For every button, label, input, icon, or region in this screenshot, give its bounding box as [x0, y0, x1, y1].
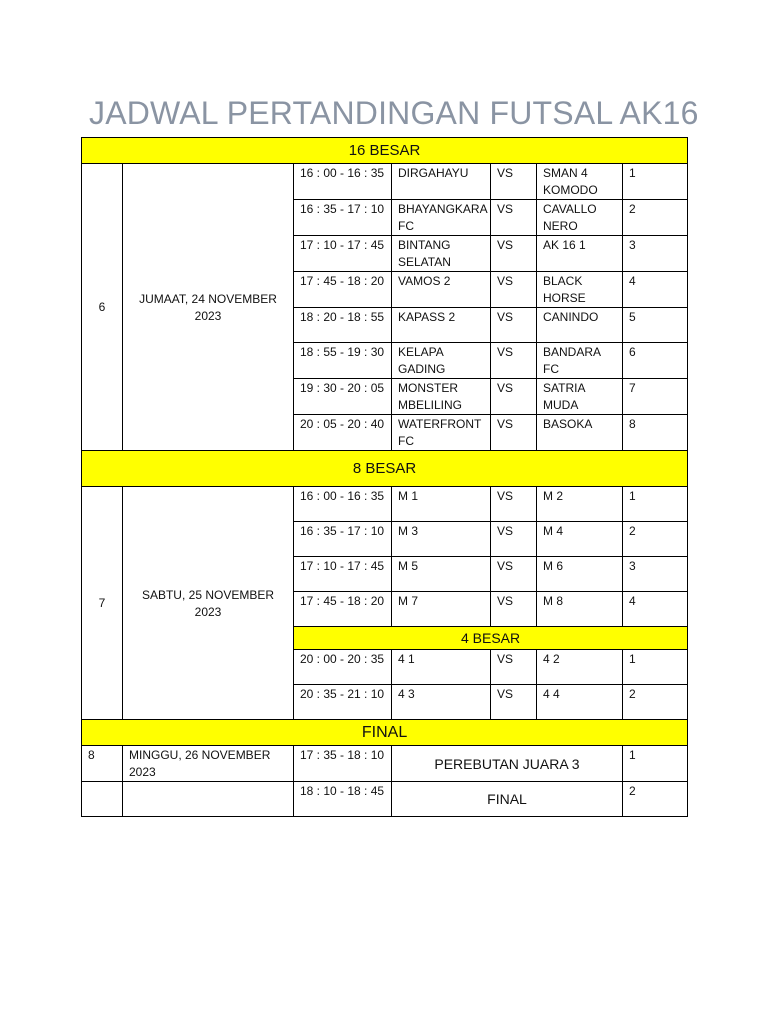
match-time: 19 : 30 - 20 : 05 [294, 379, 392, 415]
vs-label: VS [491, 522, 537, 557]
match-number: 2 [623, 522, 688, 557]
away-team: M 6 [537, 557, 623, 592]
vs-label: VS [491, 650, 537, 685]
table-row [82, 487, 688, 522]
match-time: 18 : 55 - 19 : 30 [294, 343, 392, 379]
home-team: KAPASS 2 [392, 308, 491, 343]
vs-label: VS [491, 487, 537, 522]
day-number: 6 [82, 164, 123, 451]
home-team: M 1 [392, 487, 491, 522]
match-day: MINGGU, 26 NOVEMBER 2023 [123, 746, 294, 782]
away-team: AK 16 1 [537, 236, 623, 272]
match-time: 17 : 10 - 17 : 45 [294, 557, 392, 592]
home-team: WATERFRONT FC [392, 415, 491, 451]
vs-label: VS [491, 343, 537, 379]
match-number: 1 [623, 650, 688, 685]
match-number: 7 [623, 379, 688, 415]
away-team: 4 4 [537, 685, 623, 720]
match-number: 4 [623, 272, 688, 308]
match-time: 17 : 45 - 18 : 20 [294, 272, 392, 308]
home-team: DIRGAHAYU [392, 164, 491, 200]
match-number: 6 [623, 343, 688, 379]
match-time: 17 : 10 - 17 : 45 [294, 236, 392, 272]
away-team: M 4 [537, 522, 623, 557]
home-team: BHAYANGKARA FC [392, 200, 491, 236]
match-number: 2 [623, 685, 688, 720]
match-time: 16 : 35 - 17 : 10 [294, 200, 392, 236]
away-team: M 2 [537, 487, 623, 522]
away-team: CAVALLO NERO [537, 200, 623, 236]
vs-label: VS [491, 200, 537, 236]
table-row [82, 746, 688, 782]
away-team: SMAN 4 KOMODO [537, 164, 623, 200]
match-time: 17 : 35 - 18 : 10 [294, 746, 392, 782]
section-label: 16 BESAR [82, 138, 688, 164]
empty-cell [123, 782, 294, 817]
home-team: KELAPA GADING [392, 343, 491, 379]
vs-label: VS [491, 379, 537, 415]
vs-label: VS [491, 685, 537, 720]
vs-label: VS [491, 236, 537, 272]
away-team: BANDARA FC [537, 343, 623, 379]
section-header-final [82, 720, 688, 746]
page-title: JADWAL PERTANDINGAN FUTSAL AK16 [89, 95, 699, 131]
match-number: 3 [623, 236, 688, 272]
away-team: CANINDO [537, 308, 623, 343]
vs-label: VS [491, 272, 537, 308]
home-team: M 3 [392, 522, 491, 557]
day-number: 7 [82, 487, 123, 720]
day-number: 8 [82, 746, 123, 782]
away-team: 4 2 [537, 650, 623, 685]
match-time: 20 : 05 - 20 : 40 [294, 415, 392, 451]
vs-label: VS [491, 415, 537, 451]
match-number: 5 [623, 308, 688, 343]
match-time: 20 : 35 - 21 : 10 [294, 685, 392, 720]
match-number: 2 [623, 782, 688, 817]
match-day: JUMAAT, 24 NOVEMBER 2023 [123, 164, 294, 451]
away-team: M 8 [537, 592, 623, 627]
home-team: 4 3 [392, 685, 491, 720]
vs-label: VS [491, 308, 537, 343]
home-team: M 7 [392, 592, 491, 627]
match-number: 1 [623, 164, 688, 200]
schedule-table [81, 137, 688, 817]
match-title: PEREBUTAN JUARA 3 [392, 746, 623, 782]
match-number: 1 [623, 746, 688, 782]
match-time: 16 : 00 - 16 : 35 [294, 487, 392, 522]
home-team: 4 1 [392, 650, 491, 685]
away-team: SATRIA MUDA [537, 379, 623, 415]
match-time: 18 : 10 - 18 : 45 [294, 782, 392, 817]
match-time: 18 : 20 - 18 : 55 [294, 308, 392, 343]
match-time: 20 : 00 - 20 : 35 [294, 650, 392, 685]
section-header-8-besar [82, 451, 688, 487]
match-number: 1 [623, 487, 688, 522]
match-number: 2 [623, 200, 688, 236]
empty-cell [82, 782, 123, 817]
table-row [82, 164, 688, 200]
match-number: 8 [623, 415, 688, 451]
match-title: FINAL [392, 782, 623, 817]
section-label: FINAL [82, 720, 688, 746]
sub-section-label: 4 BESAR [294, 627, 688, 650]
match-number: 4 [623, 592, 688, 627]
vs-label: VS [491, 592, 537, 627]
home-team: M 5 [392, 557, 491, 592]
table-row [82, 782, 688, 817]
match-number: 3 [623, 557, 688, 592]
vs-label: VS [491, 164, 537, 200]
section-header-16-besar [82, 138, 688, 164]
home-team: VAMOS 2 [392, 272, 491, 308]
away-team: BLACK HORSE [537, 272, 623, 308]
section-label: 8 BESAR [82, 451, 688, 487]
home-team: BINTANG SELATAN [392, 236, 491, 272]
match-time: 16 : 35 - 17 : 10 [294, 522, 392, 557]
home-team: MONSTER MBELILING [392, 379, 491, 415]
match-time: 16 : 00 - 16 : 35 [294, 164, 392, 200]
away-team: BASOKA [537, 415, 623, 451]
match-time: 17 : 45 - 18 : 20 [294, 592, 392, 627]
match-day: SABTU, 25 NOVEMBER 2023 [123, 487, 294, 720]
vs-label: VS [491, 557, 537, 592]
